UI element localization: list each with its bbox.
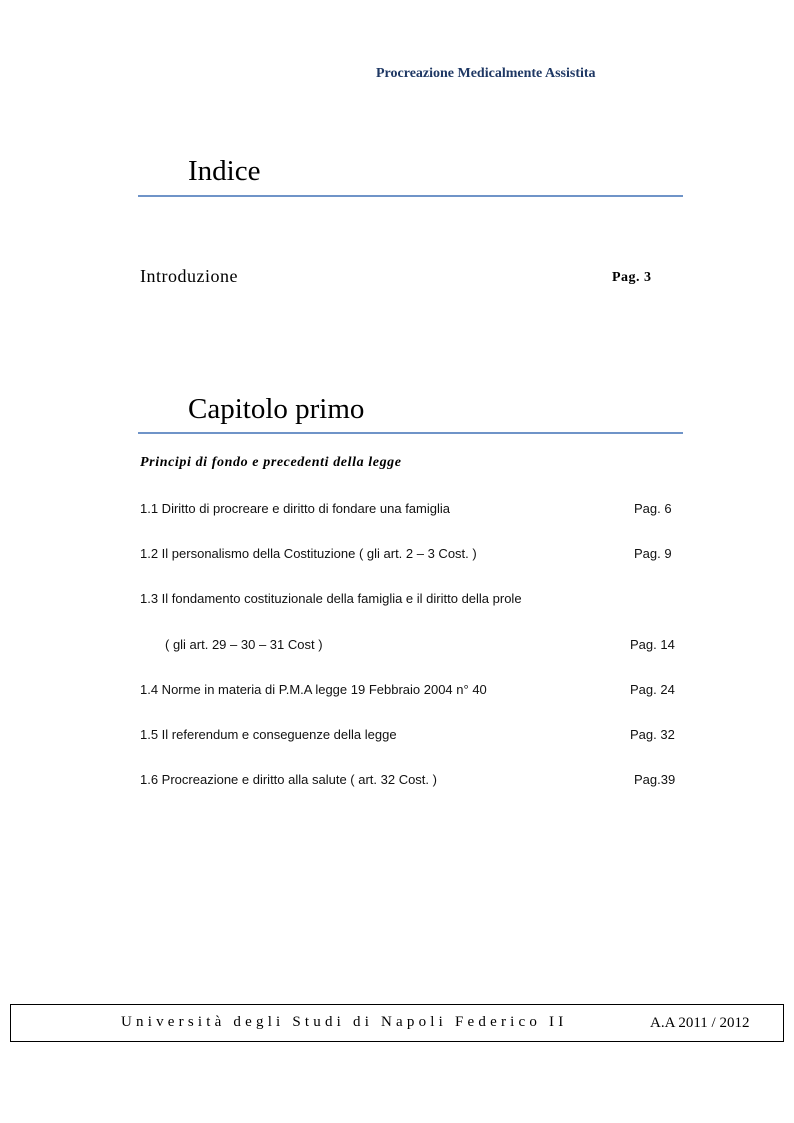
running-header: Procreazione Medicalmente Assistita bbox=[376, 66, 596, 81]
toc-entry-1-4: 1.4 Norme in materia di P.M.A legge 19 Febbraio 2004 n° 40 bbox=[140, 682, 487, 697]
toc-page-1-3: Pag. 14 bbox=[630, 637, 675, 652]
toc-page-1-2: Pag. 9 bbox=[634, 546, 672, 561]
chapter-title: Capitolo primo bbox=[188, 393, 365, 425]
toc-page-1-4: Pag. 24 bbox=[630, 682, 675, 697]
index-title: Indice bbox=[188, 155, 261, 187]
toc-entry-1-2: 1.2 Il personalismo della Costituzione ( gli art. 2 – 3 Cost. ) bbox=[140, 546, 477, 561]
chapter-title-rule bbox=[138, 432, 683, 434]
toc-entry-1-3: 1.3 Il fondamento costituzionale della famiglia e il diritto della prole bbox=[140, 591, 522, 606]
footer bbox=[10, 1004, 784, 1042]
footer-academic-year: A.A 2011 / 2012 bbox=[650, 1015, 750, 1031]
toc-page-1-6: Pag.39 bbox=[634, 772, 676, 787]
index-title-rule bbox=[138, 195, 683, 197]
toc-entry-1-3-cont: ( gli art. 29 – 30 – 31 Cost ) bbox=[165, 637, 323, 652]
toc-intro-label: Introduzione bbox=[140, 266, 238, 286]
toc-entry-1-1: 1.1 Diritto di procreare e diritto di fondare una famiglia bbox=[140, 501, 450, 516]
toc-intro-page: Pag. 3 bbox=[612, 270, 652, 285]
toc-entry-1-6: 1.6 Procreazione e diritto alla salute ( art. 32 Cost. ) bbox=[140, 772, 437, 787]
toc-page-1-1: Pag. 6 bbox=[634, 501, 672, 516]
chapter-subtitle: Principi di fondo e precedenti della legge bbox=[140, 455, 402, 470]
footer-university: Università degli Studi di Napoli Federico II bbox=[121, 1014, 568, 1030]
toc-page-1-5: Pag. 32 bbox=[630, 727, 675, 742]
toc-entry-1-5: 1.5 Il referendum e conseguenze della legge bbox=[140, 727, 397, 742]
